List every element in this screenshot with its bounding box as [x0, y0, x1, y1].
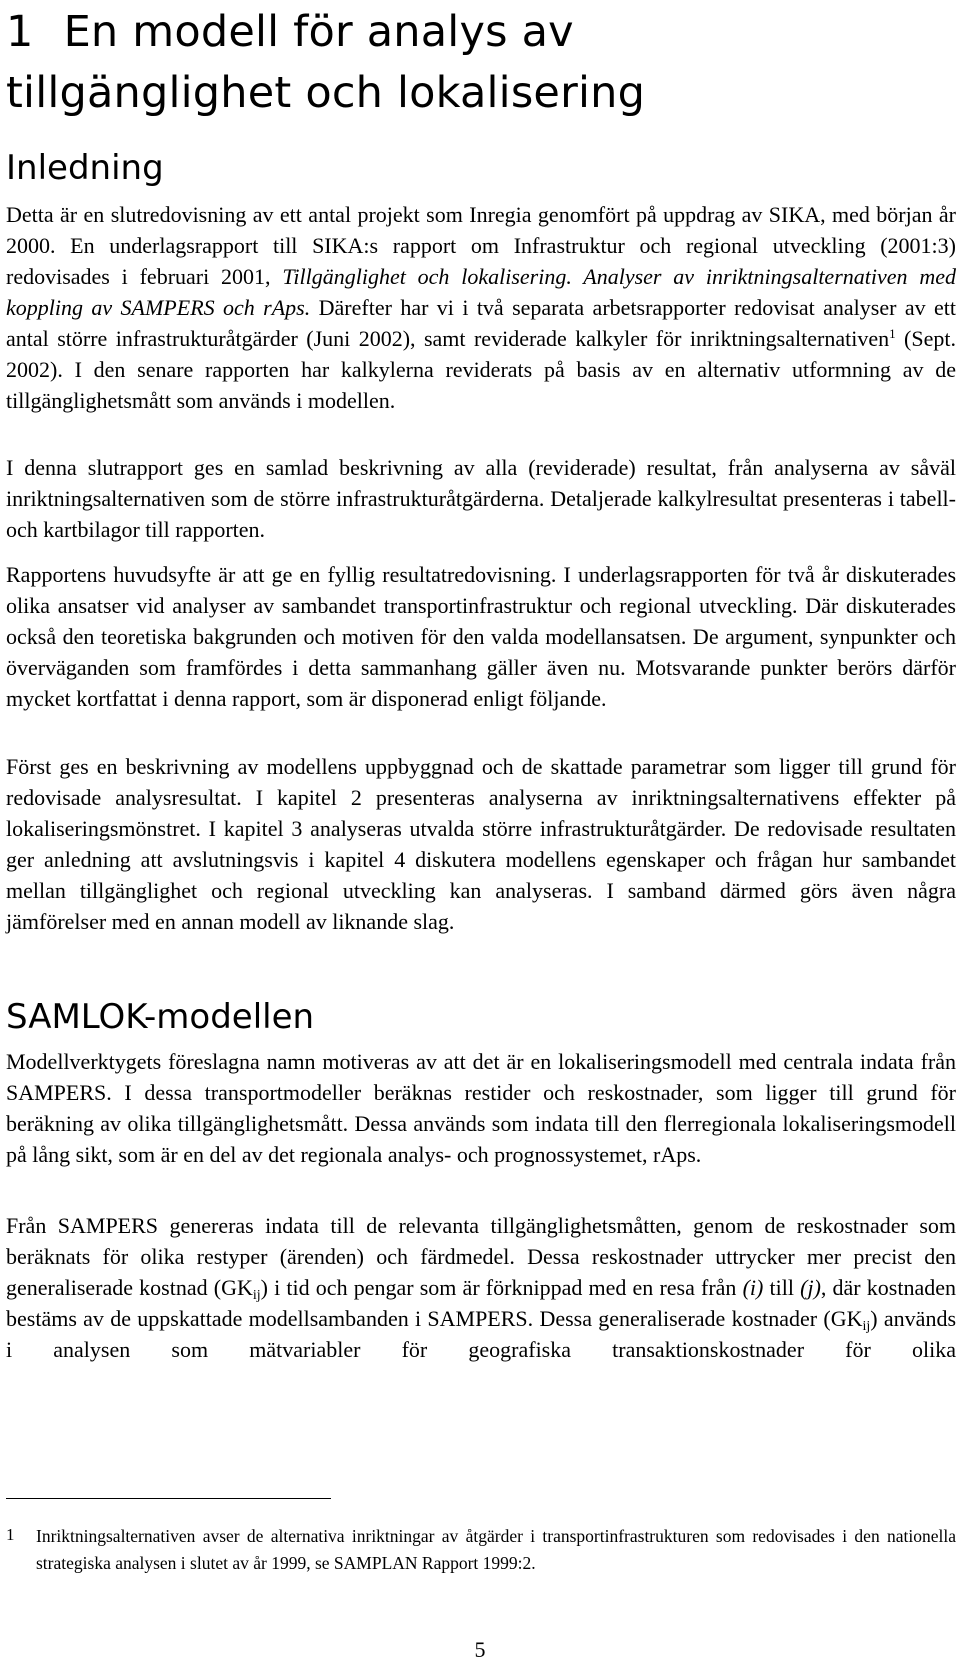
text-span: Från SAMPERS genereras indata till de relevanta tillgänglighetsmåtten, genom de reskostnader som beräknats för olika restyper (ärenden) och färdmedel. Dessa reskostnader uttrycker mer precist den generaliserade kostnad (GK [6, 1213, 956, 1300]
footnote-text: Inriktningsalternativen avser de alternativa inriktningar av åtgärder i transportinfrastrukturen som redovisades i den nationella strategiska analysen i slutet av år 1999, se SAMPLAN Rapport 1999:2. [36, 1526, 956, 1573]
chapter-number: 1 [6, 7, 34, 57]
paragraph-intro-2: I denna slutrapport ges en samlad beskrivning av alla (reviderade) resultat, från analyserna av såväl inriktningsalternativen som de större infrastrukturåtgärderna. Detaljerade kalkylresultat presenteras i tabell- och kartbilagor till rapporten. [6, 455, 956, 542]
paragraph-samlok-1: Modellverktygets föreslagna namn motiveras av att det är en lokaliseringsmodell med centrala indata från SAMPERS. I dessa transportmodeller beräknas restider och reskostnader, som ligger till grund för beräkning av olika tillgänglighetsmått. Dessa används som indata till den flerregionala lokaliseringsmodell på lång sikt, som är en del av det regionala analys- och prognossystemet, rAps. [6, 1049, 956, 1167]
text-span: Därefter har vi i två separata arbetsrapporter redovisat analyser av ett antal större infrastrukturåtgärder (Juni 2002), samt reviderade kalkyler för inriktningsalternativen [6, 295, 956, 351]
chapter-title-line1: En modell för analys av [63, 7, 574, 57]
chapter-title-line2: tillgänglighet och lokalisering [6, 68, 646, 118]
subscript-ij: ij [252, 1288, 261, 1303]
text-span: ) i tid och pengar som är förknippad med en resa från [260, 1275, 743, 1300]
text-span: Detta är en slutredovisning av ett antal projekt som Inregia genomfört på uppdrag av SIKA, med början år 2000. En underlagsrapport till SIKA:s rapport om Infrastruktur och regional utveckling (2001:3) redovisades i februari 2001, [6, 202, 956, 289]
footnote-reference: 1 [889, 326, 896, 341]
section-heading-samlok: SAMLOK-modellen [6, 997, 315, 1037]
paragraph-samlok-2 [6, 1210, 956, 1365]
paragraph-intro-3: Rapportens huvudsyfte är att ge en fyllig resultatredovisning. I underlagsrapporten för två år diskuterades olika ansatser vid analyser av sambandet transportinfrastruktur och regional utveckling. Där diskuterades också den teoretiska bakgrunden och motiven för den valda modellansatsen. De argument, synpunkter och överväganden som framfördes i detta sammanhang gäller även nu. Motsvarande punkter berörs därför mycket kortfattat i denna rapport, som är disponerad enligt följande. [6, 562, 956, 711]
italic-report-title: Tillgänglighet och lokalisering. Analyser av inriktningsalternativen med koppling av SAMPERS och rAps. [6, 264, 956, 320]
paragraph-intro-4: Först ges en beskrivning av modellens uppbyggnad och de skattade parametrar som ligger till grund för redovisade analysresultat. I kapitel 2 presenteras analyserna av inriktningsalternativens effekter på lokaliseringsmönstret. I kapitel 3 analyseras utvalda större infrastrukturåtgärder. De redovisade resultaten ger anledning att avslutningsvis i kapitel 4 diskutera modellens egenskaper och frågan hur sambandet mellan tillgänglighet och regional utveckling kan analyseras. I samband därmed görs även några jämförelser med en annan modell av liknande slag. [6, 754, 956, 934]
page-number: 5 [474, 1637, 486, 1662]
text-span: till [763, 1275, 801, 1300]
footnote-separator [6, 1498, 331, 1499]
chapter-title [6, 2, 645, 124]
subscript-ij: ij [862, 1319, 871, 1334]
section-heading-inledning: Inledning [6, 148, 164, 188]
paragraph-intro-1 [6, 199, 956, 416]
text-span: (Sept. 2002). I den senare rapporten har kalkylerna reviderats på basis av en alternativ utformning av de tillgänglighetsmått som används i modellen. [6, 326, 956, 413]
italic-j: (j) [800, 1275, 821, 1300]
footnote-mark: 1 [6, 1525, 15, 1544]
italic-i: (i) [742, 1275, 764, 1300]
text-span: , där kostnaden bestäms av de uppskattade modellsambanden i SAMPERS. Dessa generaliserade kostnader (GK [6, 1275, 956, 1331]
text-span: ) används i analysen som mätvariabler för geografiska transaktionskostnader för olika [6, 1306, 957, 1362]
